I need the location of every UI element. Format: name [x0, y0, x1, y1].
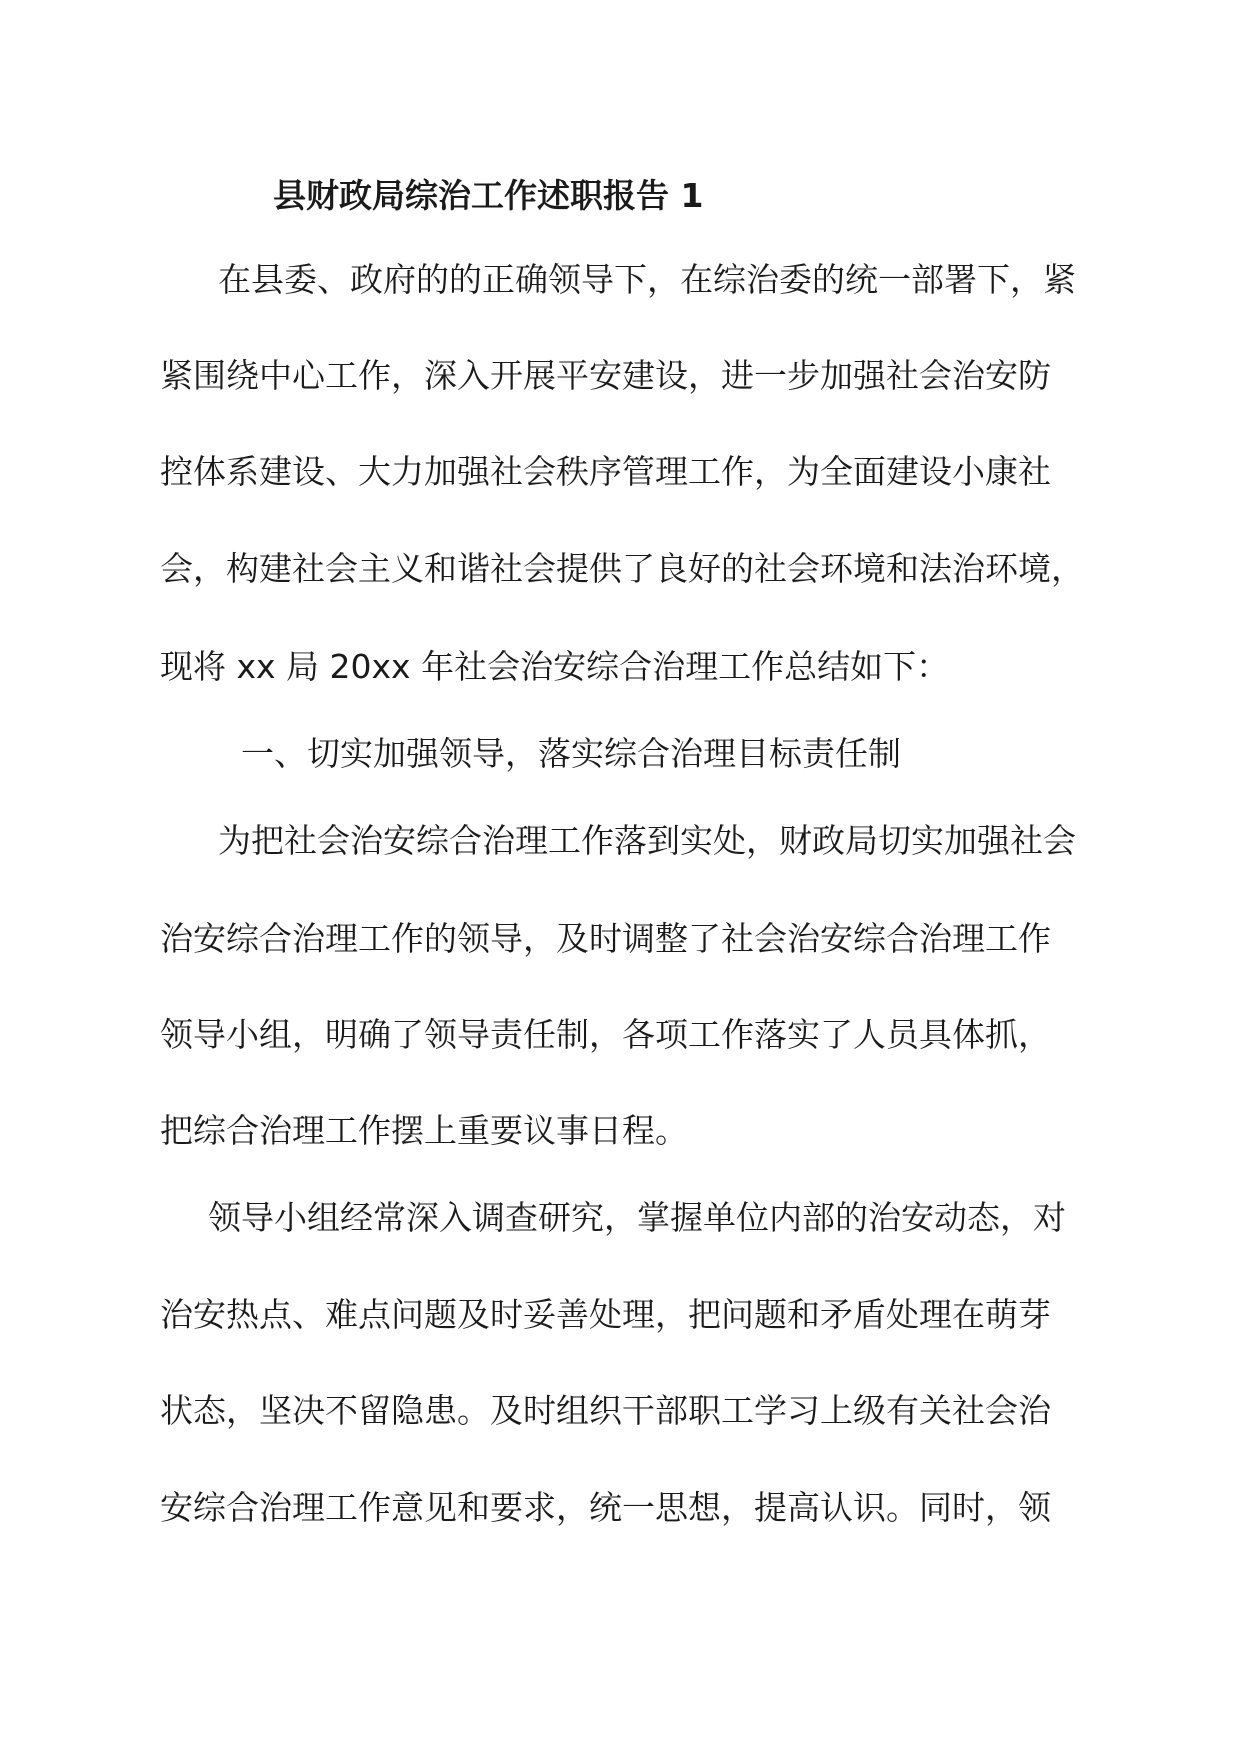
paragraph-line: 领导小组，明确了领导责任制，各项工作落实了人员具体抓， [160, 1015, 1051, 1054]
document-title: 县财政局综治工作述职报告 1 [273, 176, 704, 215]
paragraph-line: 领导小组经常深入调查研究，掌握单位内部的治安动态，对 [208, 1198, 1066, 1237]
paragraph-line: 现将 xx 局 20xx 年社会治安综合治理工作总结如下： [160, 647, 950, 686]
paragraph-line: 为把社会治安综合治理工作落到实处，财政局切实加强社会 [218, 821, 1076, 860]
paragraph-line: 把综合治理工作摆上重要议事日程。 [160, 1111, 688, 1150]
section-heading: 一、切实加强领导，落实综合治理目标责任制 [241, 734, 901, 773]
paragraph-line: 状态，坚决不留隐患。及时组织干部职工学习上级有关社会治 [160, 1391, 1051, 1430]
paragraph-line: 紧围绕中心工作，深入开展平安建设，进一步加强社会治安防 [160, 356, 1051, 395]
paragraph-line: 在县委、政府的的正确领导下，在综治委的统一部署下，紧 [218, 260, 1076, 299]
paragraph-line: 治安综合治理工作的领导，及时调整了社会治安综合治理工作 [160, 919, 1051, 958]
paragraph-line: 会，构建社会主义和谐社会提供了良好的社会环境和法治环境， [160, 549, 1084, 588]
paragraph-line: 治安热点、难点问题及时妥善处理，把问题和矛盾处理在萌芽 [160, 1295, 1051, 1334]
paragraph-line: 控体系建设、大力加强社会秩序管理工作，为全面建设小康社 [160, 452, 1051, 491]
paragraph-line: 安综合治理工作意见和要求，统一思想，提高认识。同时，领 [160, 1488, 1051, 1527]
